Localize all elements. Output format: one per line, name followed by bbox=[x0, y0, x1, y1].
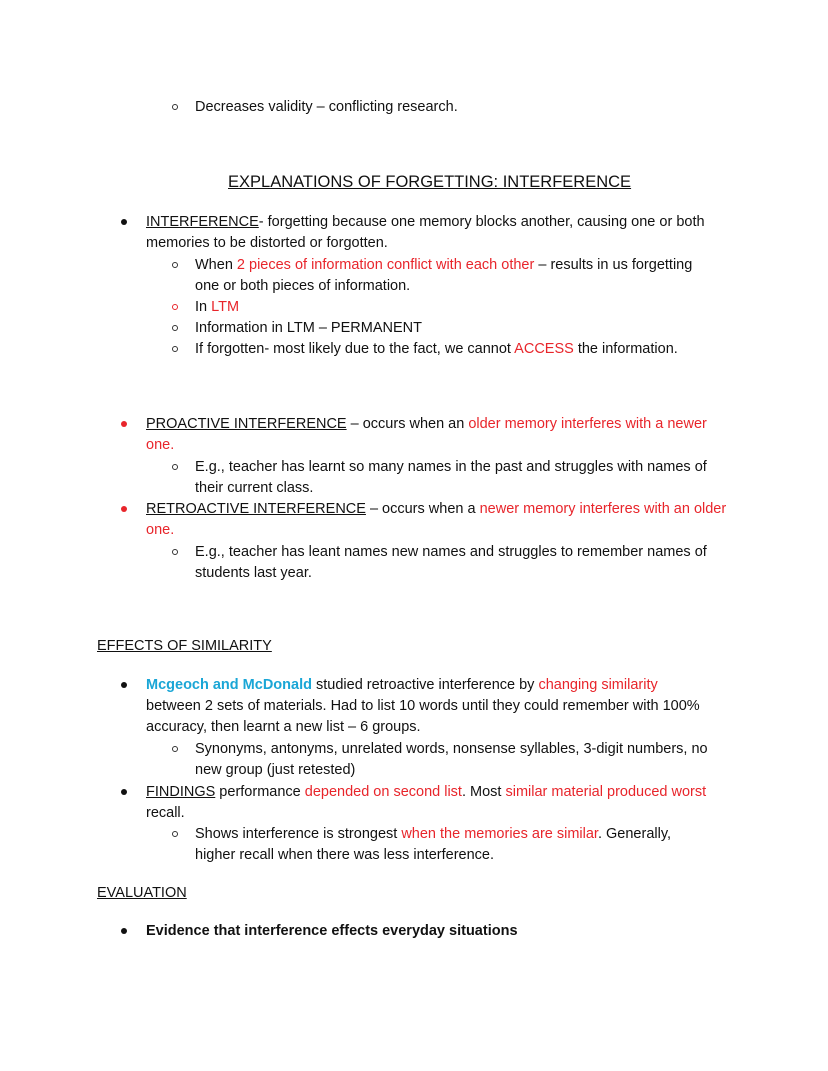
sub-bullet-icon bbox=[172, 346, 178, 352]
bullet-icon bbox=[121, 789, 127, 795]
retroactive-example-cont: students last year. bbox=[195, 565, 312, 581]
bullet-icon bbox=[121, 928, 127, 934]
highlight: 2 pieces of information conflict with each other bbox=[236, 257, 535, 273]
proactive-example-cont: their current class. bbox=[195, 480, 314, 496]
text: . Most bbox=[461, 784, 506, 800]
text: . Generally, bbox=[597, 826, 672, 842]
proactive-def bbox=[146, 414, 707, 435]
highlight: newer memory interferes with an older bbox=[479, 501, 727, 517]
text: – results in us forgetting bbox=[534, 257, 693, 273]
highlight: ACCESS bbox=[514, 341, 574, 357]
prev-point: Decreases validity – conflicting research. bbox=[195, 99, 458, 115]
sub-bullet-icon bbox=[172, 325, 178, 331]
findings-term: FINDINGS bbox=[146, 784, 216, 800]
sub-point bbox=[195, 255, 692, 276]
retroactive-def-cont: one. bbox=[146, 522, 175, 538]
highlight: depended on second list bbox=[304, 784, 462, 800]
text: the information. bbox=[573, 341, 678, 357]
study-description-cont: between 2 sets of materials. Had to list 10 words until they could remember with 100% bbox=[146, 698, 700, 714]
retroactive-example: E.g., teacher has leant names new names and struggles to remember names of bbox=[195, 544, 707, 560]
highlight: similar material produced worst bbox=[505, 784, 707, 800]
sub-bullet-icon bbox=[172, 831, 178, 837]
sub-bullet-icon bbox=[172, 304, 178, 310]
highlight: when the memories are similar bbox=[401, 826, 598, 842]
bullet-icon bbox=[121, 682, 127, 688]
highlight: LTM bbox=[211, 299, 240, 315]
page-title: EXPLANATIONS OF FORGETTING: INTERFERENCE bbox=[228, 173, 632, 191]
findings-sub bbox=[195, 824, 671, 845]
highlight: older memory interferes with a newer bbox=[468, 416, 707, 432]
interference-def-cont: memories to be distorted or forgotten. bbox=[146, 235, 388, 251]
sub-point bbox=[195, 297, 239, 318]
sub-bullet-icon bbox=[172, 464, 178, 470]
proactive-example: E.g., teacher has learnt so many names in the past and struggles with names of bbox=[195, 459, 707, 475]
text: – occurs when a bbox=[365, 501, 480, 517]
proactive-term: PROACTIVE INTERFERENCE bbox=[146, 416, 347, 432]
sub-point bbox=[195, 339, 678, 360]
proactive-def-cont: one. bbox=[146, 437, 175, 453]
text: performance bbox=[215, 784, 305, 800]
bullet-icon bbox=[121, 219, 127, 225]
bullet-icon bbox=[121, 421, 127, 427]
text: If forgotten- most likely due to the fact, we cannot bbox=[195, 341, 515, 357]
text: – occurs when an bbox=[346, 416, 469, 432]
study-groups: Synonyms, antonyms, unrelated words, nonsense syllables, 3-digit numbers, no bbox=[195, 741, 708, 757]
findings-sub-cont: higher recall when there was less interference. bbox=[195, 847, 495, 863]
study-description bbox=[146, 675, 658, 696]
text: studied retroactive interference by bbox=[311, 677, 539, 693]
sub-point-cont: one or both pieces of information. bbox=[195, 278, 411, 294]
retroactive-def bbox=[146, 499, 726, 520]
sub-bullet-icon bbox=[172, 104, 178, 110]
highlight: changing similarity bbox=[538, 677, 658, 693]
sub-point: Information in LTM – PERMANENT bbox=[195, 320, 422, 336]
section-heading-evaluation: EVALUATION bbox=[97, 885, 187, 901]
study-description-cont: accuracy, then learnt a new list – 6 groups. bbox=[146, 719, 421, 735]
interference-term: INTERFERENCE bbox=[146, 214, 259, 230]
sub-bullet-icon bbox=[172, 746, 178, 752]
findings-cont: recall. bbox=[146, 805, 185, 821]
text: When bbox=[195, 257, 237, 273]
researchers: Mcgeoch and McDonald bbox=[146, 677, 312, 693]
findings bbox=[146, 782, 706, 803]
retroactive-term: RETROACTIVE INTERFERENCE bbox=[146, 501, 366, 517]
section-heading-similarity: EFFECTS OF SIMILARITY bbox=[97, 638, 272, 654]
study-groups-cont: new group (just retested) bbox=[195, 762, 356, 778]
bullet-icon bbox=[121, 506, 127, 512]
sub-bullet-icon bbox=[172, 262, 178, 268]
def-text: - forgetting because one memory blocks another, causing one or both bbox=[258, 214, 705, 230]
text: Shows interference is strongest bbox=[195, 826, 402, 842]
sub-bullet-icon bbox=[172, 549, 178, 555]
evaluation-point: Evidence that interference effects everyday situations bbox=[146, 923, 518, 939]
interference-def bbox=[146, 212, 705, 233]
text: In bbox=[195, 299, 212, 315]
